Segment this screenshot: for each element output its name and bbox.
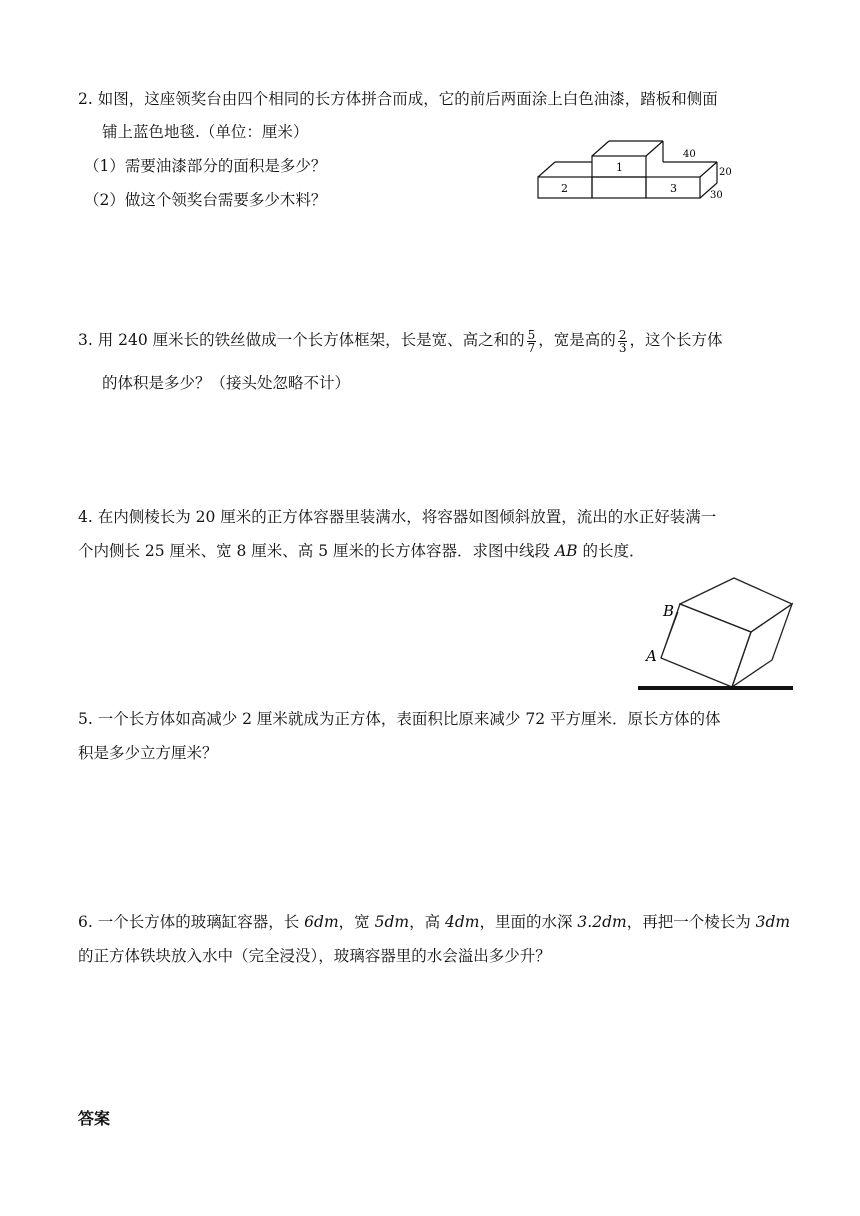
q2-line2: 铺上蓝色地毯.（单位：厘米）: [102, 123, 309, 141]
cube-front-face: [661, 604, 751, 687]
q6-water-depth: 3.2dm: [577, 913, 627, 931]
point-b-label: B: [663, 602, 675, 620]
q4-text-a: 个内侧长 25 厘米、宽 8 厘米、高 5 厘米的长方体容器．求图中线段: [78, 542, 555, 560]
q3-line1: [78, 327, 722, 354]
frac1-denominator: 7: [527, 340, 536, 355]
podium-label-2: 2: [561, 182, 568, 195]
q6-text-g: ，里面的水深: [479, 913, 578, 931]
dim-height: 20: [719, 167, 732, 178]
podium-block-middle: [592, 177, 646, 198]
fraction-5-7: [527, 329, 537, 354]
podium-label-3: 3: [670, 182, 677, 195]
q5-line2: 积是多少立方厘米？: [78, 744, 218, 762]
segment-ab-label: AB: [554, 542, 578, 560]
tilted-cube-figure: [636, 574, 796, 696]
frac2-denominator: 3: [618, 340, 627, 355]
q6-text-c: ，宽: [338, 913, 375, 931]
podium-label-1: 1: [616, 161, 623, 174]
frac2-numerator: 2: [618, 327, 627, 342]
q6-text-e: ，高: [409, 913, 445, 931]
fraction-2-3: [618, 329, 628, 354]
q2-sub2: （2）做这个领奖台需要多少木料？: [84, 191, 327, 209]
q6-edge-length: 3dm: [755, 913, 791, 931]
q4-line1: 4. 在内侧棱长为 20 厘米的正方体容器里装满水，将容器如图倾斜放置，流出的水正好装满一: [78, 508, 717, 526]
podium-figure: [536, 136, 746, 204]
q6-text-a: 6. 一个长方体的玻璃缸容器，长: [78, 913, 305, 931]
q2-sub1: （1）需要油漆部分的面积是多少？: [84, 157, 327, 175]
answer-heading: 答案: [78, 1109, 111, 1128]
q3-text-b: ，宽是高的: [538, 331, 616, 349]
q6-height: 4dm: [445, 913, 480, 931]
ground-bar: [638, 686, 793, 690]
q5-line1: 5. 一个长方体如高减少 2 厘米就成为正方体，表面积比原来减少 72 平方厘米．原长方体的体: [78, 710, 721, 728]
dim-length: 40: [683, 149, 696, 160]
cube-side-face: [732, 604, 792, 687]
q6-length: 6dm: [304, 913, 339, 931]
q3-text-c: ，这个长方体: [629, 331, 723, 349]
q6-width: 5dm: [374, 913, 410, 931]
point-a-label: A: [646, 647, 657, 665]
q3-text-a: 3. 用 240 厘米长的铁丝做成一个长方体框架，长是宽、高之和的: [78, 331, 525, 349]
dim-width: 30: [710, 190, 723, 201]
cube-top-face: [680, 578, 792, 632]
q6-text-i: ，再把一个棱长为: [626, 913, 756, 931]
q6-line1: [78, 911, 790, 933]
q4-text-b: 的长度．: [577, 542, 645, 560]
q4-line2: [78, 540, 644, 562]
frac1-numerator: 5: [527, 327, 536, 342]
q6-line2: 的正方体铁块放入水中（完全浸没），玻璃容器里的水会溢出多少升？: [78, 947, 551, 965]
q2-line1: 2. 如图，这座领奖台由四个相同的长方体拼合而成，它的前后两面涂上白色油漆，踏板和侧面: [78, 90, 718, 108]
q3-line2: 的体积是多少？（接头处忽略不计）: [102, 374, 351, 392]
